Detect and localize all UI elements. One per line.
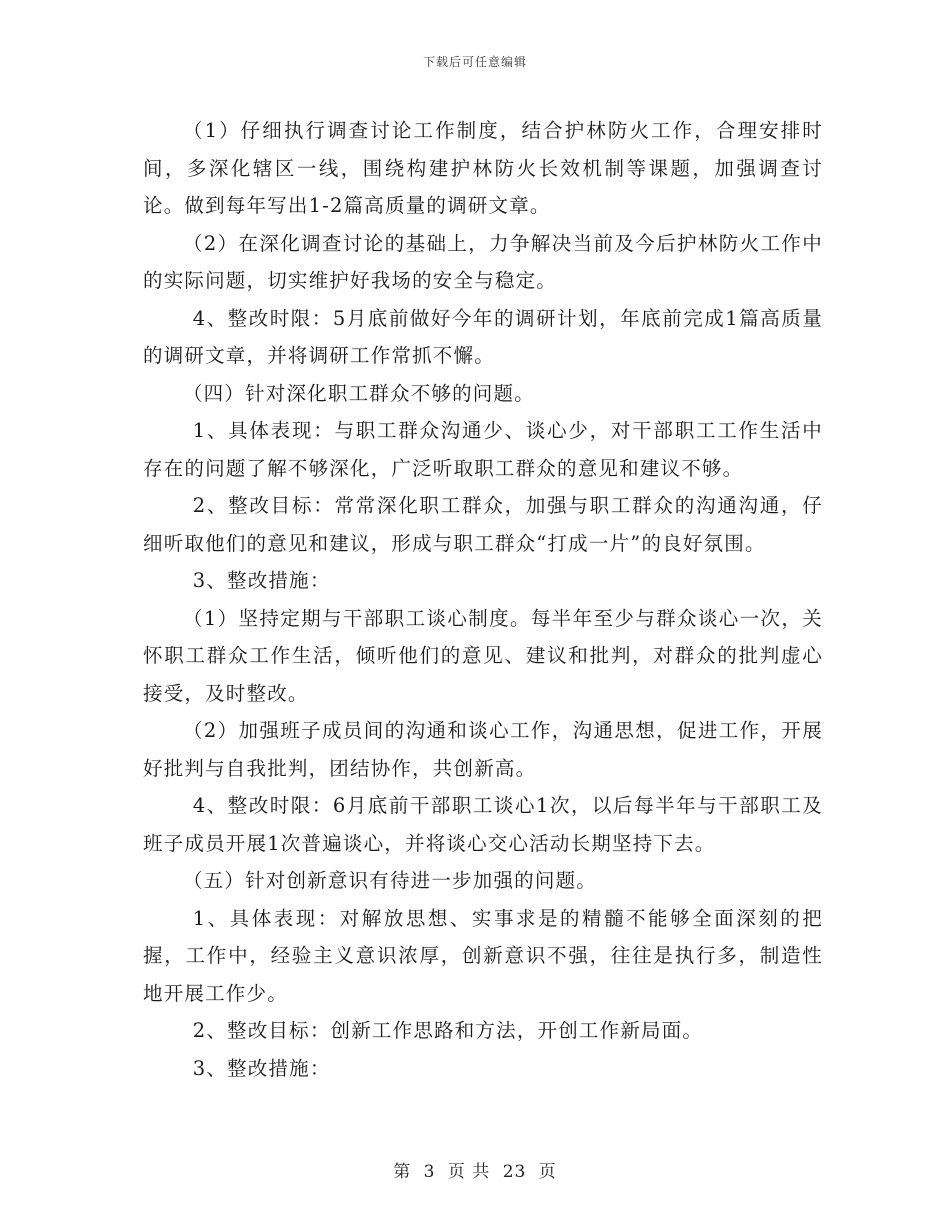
- page-footer: [0, 1157, 950, 1182]
- paragraph: 4、整改时限：6月底前干部职工谈心1次，以后每半年与干部职工及班子成员开展1次普遍谈心，并将谈心交心活动长期坚持下去。: [143, 794, 823, 855]
- footer-suffix: 页: [538, 1162, 557, 1182]
- footer-middle: 页 共: [447, 1162, 491, 1182]
- paragraph: 3、整改措施：: [192, 1056, 331, 1080]
- section-heading: （五）针对创新意识有待进一步加强的问题。: [182, 869, 597, 892]
- footer-prefix: 第: [393, 1162, 412, 1182]
- paragraph: （2）在深化调查讨论的基础上，力争解决当前及今后护林防火工作中的实际问题，切实维护好我场的安全与稳定。: [143, 231, 823, 292]
- paragraph: 2、整改目标：创新工作思路和方法，开创工作新局面。: [192, 1019, 704, 1042]
- footer-total-pages: 23: [502, 1162, 527, 1182]
- paragraph: 1、具体表现：与职工群众沟通少、谈心少，对干部职工工作生活中存在的问题了解不够深化，广泛听取职工群众的意见和建议不够。: [143, 419, 823, 480]
- paragraph: 4、整改时限：5月底前做好今年的调研计划，年底前完成1篇高质量的调研文章，并将调研工作常抓不懈。: [143, 306, 823, 367]
- section-heading: （四）针对深化职工群众不够的问题。: [182, 381, 535, 405]
- footer-page-number: 3: [423, 1162, 436, 1182]
- page-header: 下载后可任意编辑: [422, 55, 527, 69]
- paragraph: （1）坚持定期与干部职工谈心制度。每半年至少与群众谈心一次，关怀职工群众工作生活，倾听他们的意见、建议和批判，对群众的批判虚心接受，及时整改。: [143, 606, 823, 705]
- page-body: [143, 112, 823, 1087]
- paragraph: 3、整改措施：: [192, 569, 331, 592]
- paragraph: （1）仔细执行调查讨论工作制度，结合护林防火工作，合理安排时间，多深化辖区一线，围绕构建护林防火长效机制等课题，加强调查讨论。做到每年写出1-2篇高质量的调研文章。: [143, 119, 823, 217]
- paragraph: 1、具体表现：对解放思想、实事求是的精髓不能够全面深刻的把握，工作中，经验主义意识浓厚，创新意识不强，往往是执行多，制造性地开展工作少。: [143, 906, 823, 1005]
- paragraph: （2）加强班子成员间的沟通和谈心工作，沟通思想，促进工作，开展好批判与自我批判，团结协作，共创新高。: [143, 719, 823, 780]
- paragraph: 2、整改目标：常常深化职工群众，加强与职工群众的沟通沟通，仔细听取他们的意见和建议，形成与职工群众“打成一片”的良好氛围。: [143, 494, 823, 555]
